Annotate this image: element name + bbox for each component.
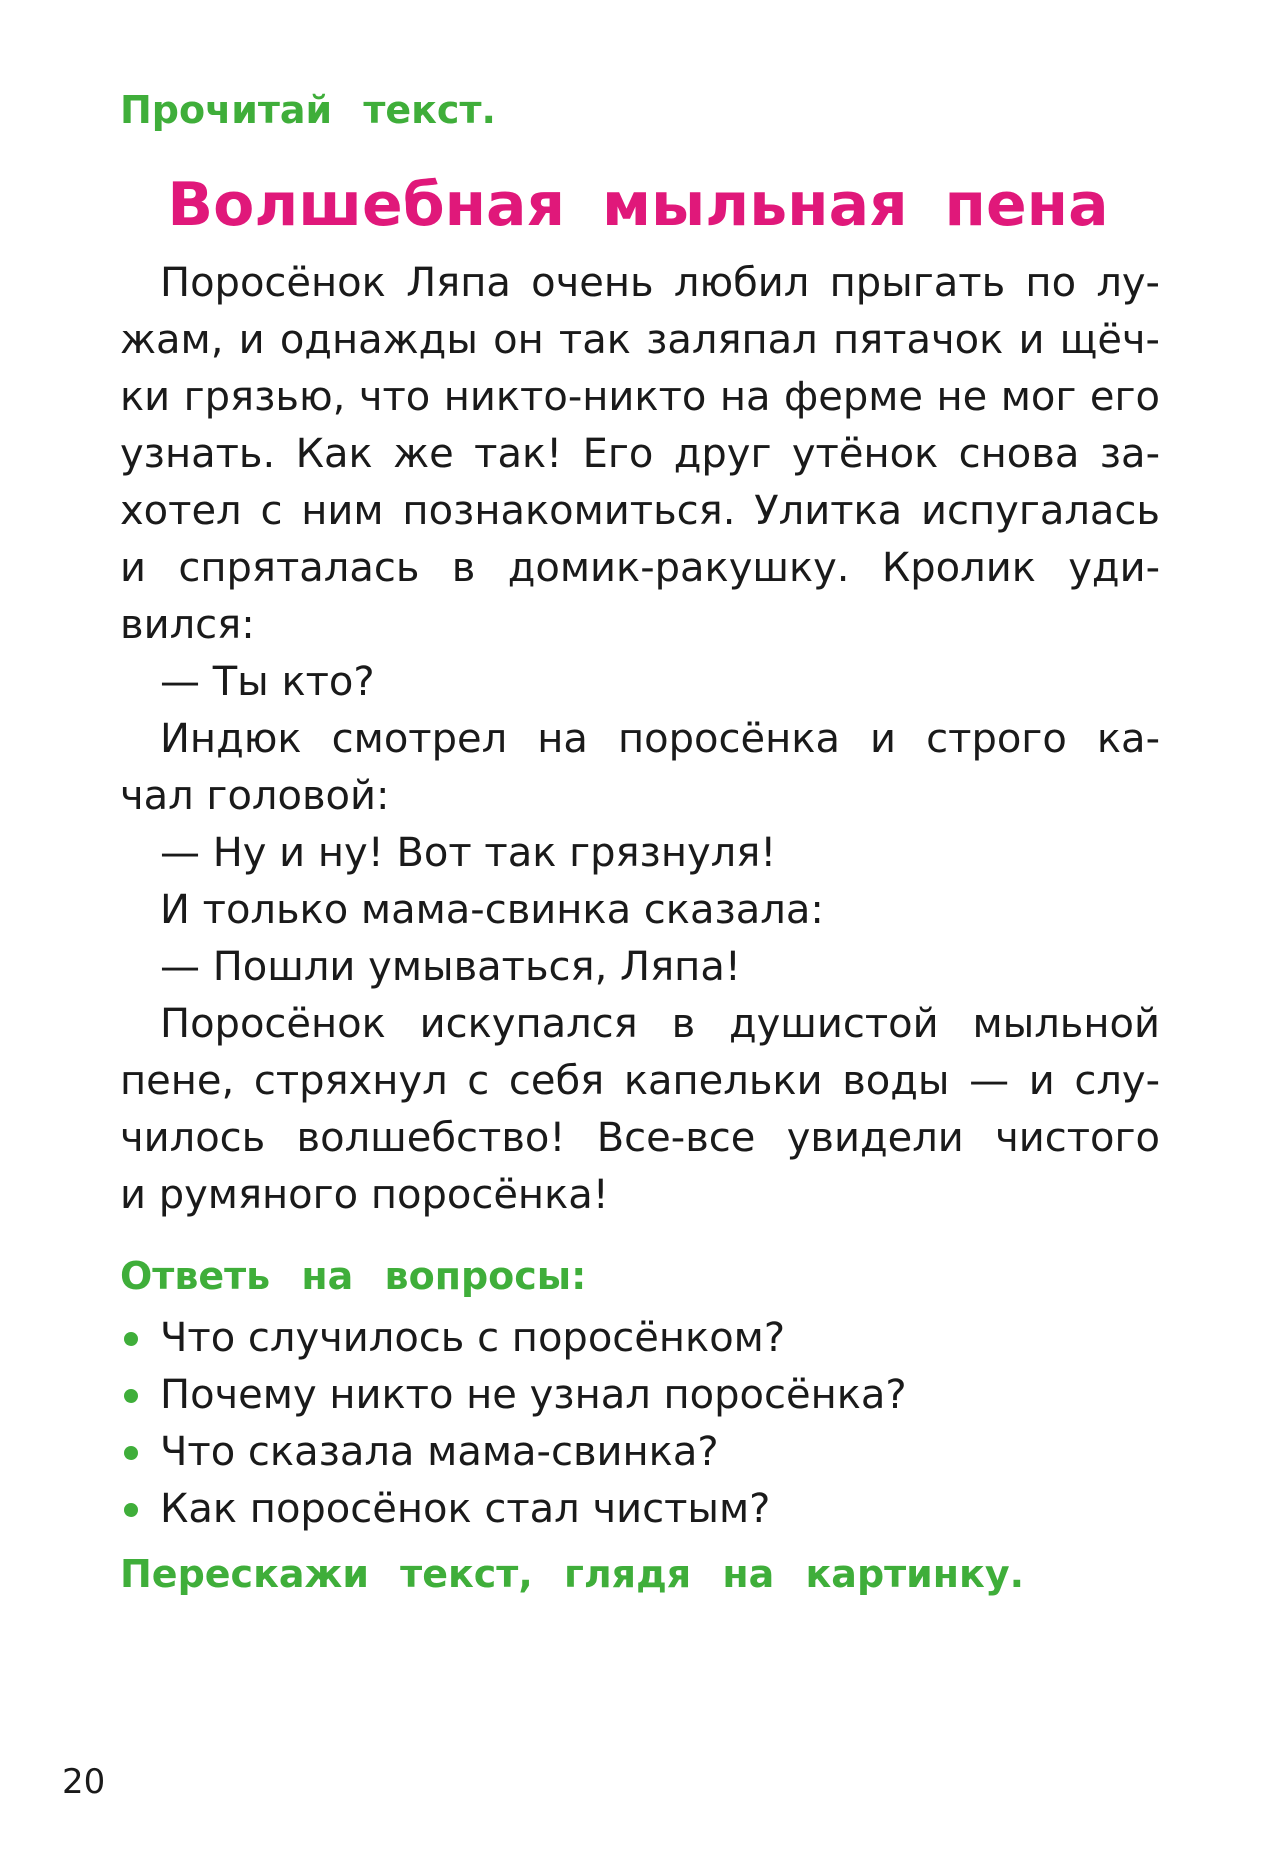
- question-text: Что сказала мама-свинка?: [160, 1429, 719, 1475]
- story-line: хотел с ним познакомиться. Улитка испугалась: [120, 488, 1160, 534]
- page-number: 20: [62, 1762, 106, 1802]
- question-list: [120, 1310, 1160, 1538]
- bullet-icon: [124, 1446, 138, 1460]
- story-line: и спряталась в домик-ракушку. Кролик уди-: [120, 545, 1160, 591]
- story-line: Поросёнок искупался в душистой мыльной: [160, 1001, 1160, 1047]
- story-line: узнать. Как же так! Его друг утёнок снова за-: [120, 431, 1160, 477]
- question-item: [120, 1481, 1160, 1538]
- instruction-retell: Перескажи текст, глядя на картинку.: [120, 1552, 1025, 1596]
- question-text: Что случилось с поросёнком?: [160, 1315, 786, 1361]
- story-line: чилось волшебство! Все-все увидели чистого: [120, 1115, 1160, 1161]
- story-text: [120, 255, 1160, 1224]
- question-item: [120, 1310, 1160, 1367]
- story-line: жам, и однажды он так заляпал пятачок и щёч-: [120, 317, 1160, 363]
- instruction-read: Прочитай текст.: [120, 88, 496, 132]
- story-line: ки грязью, что никто-никто на ферме не мог его: [120, 374, 1160, 420]
- bullet-icon: [124, 1503, 138, 1517]
- story-line: — Ну и ну! Вот так грязнуля!: [160, 830, 777, 876]
- question-item: [120, 1367, 1160, 1424]
- story-line: — Ты кто?: [160, 659, 375, 705]
- story-line: чал головой:: [120, 773, 390, 819]
- question-item: [120, 1424, 1160, 1481]
- question-text: Как поросёнок стал чистым?: [160, 1486, 771, 1532]
- story-line: — Пошли умываться, Ляпа!: [160, 944, 741, 990]
- story-line: Индюк смотрел на поросёнка и строго ка-: [160, 716, 1160, 762]
- instruction-answer: Ответь на вопросы:: [120, 1254, 587, 1298]
- story-line: Поросёнок Ляпа очень любил прыгать по лу-: [160, 260, 1160, 306]
- question-text: Почему никто не узнал поросёнка?: [160, 1372, 907, 1418]
- story-line: вился:: [120, 602, 255, 648]
- story-line: и румяного поросёнка!: [120, 1172, 609, 1218]
- bullet-icon: [124, 1389, 138, 1403]
- story-line: пене, стряхнул с себя капельки воды — и слу-: [120, 1058, 1160, 1104]
- bullet-icon: [124, 1332, 138, 1346]
- story-title: Волшебная мыльная пена: [167, 170, 1109, 240]
- story-line: И только мама-свинка сказала:: [160, 887, 824, 933]
